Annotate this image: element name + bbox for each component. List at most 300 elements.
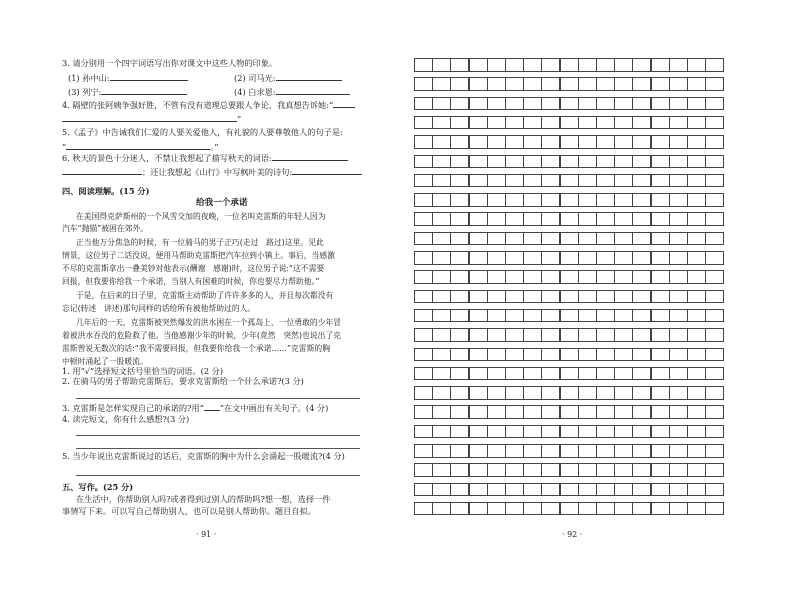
grid-cell[interactable] (614, 425, 633, 439)
grid-cell[interactable] (632, 463, 651, 477)
grid-cell[interactable] (560, 270, 579, 284)
grid-cell[interactable] (469, 135, 488, 149)
grid-cell[interactable] (596, 155, 615, 169)
grid-cell[interactable] (432, 367, 451, 381)
grid-cell[interactable] (705, 444, 724, 458)
grid-cell[interactable] (450, 97, 469, 111)
grid-cell[interactable] (651, 483, 670, 497)
grid-cell[interactable] (469, 405, 488, 419)
grid-cell[interactable] (560, 328, 579, 342)
grid-cell[interactable] (560, 116, 579, 130)
grid-cell[interactable] (505, 193, 524, 207)
grid-cell[interactable] (560, 251, 579, 265)
grid-cell[interactable] (469, 212, 488, 226)
answer-blank[interactable] (333, 99, 355, 108)
answer-blank[interactable] (62, 166, 142, 175)
grid-cell[interactable] (687, 174, 706, 188)
grid-cell[interactable] (487, 348, 506, 362)
grid-cell[interactable] (560, 444, 579, 458)
grid-cell[interactable] (632, 328, 651, 342)
grid-cell[interactable] (632, 97, 651, 111)
grid-cell[interactable] (578, 58, 597, 72)
grid-cell[interactable] (632, 174, 651, 188)
grid-cell[interactable] (505, 97, 524, 111)
grid-cell[interactable] (469, 251, 488, 265)
grid-cell[interactable] (469, 348, 488, 362)
grid-cell[interactable] (432, 155, 451, 169)
grid-cell[interactable] (687, 58, 706, 72)
grid-cell[interactable] (414, 116, 433, 130)
grid-cell[interactable] (596, 193, 615, 207)
answer-line[interactable] (76, 398, 360, 399)
grid-cell[interactable] (505, 309, 524, 323)
grid-cell[interactable] (596, 483, 615, 497)
grid-cell[interactable] (523, 444, 542, 458)
grid-cell[interactable] (651, 425, 670, 439)
grid-cell[interactable] (523, 174, 542, 188)
grid-cell[interactable] (705, 232, 724, 246)
grid-cell[interactable] (687, 116, 706, 130)
grid-cell[interactable] (414, 290, 433, 304)
grid-cell[interactable] (687, 193, 706, 207)
grid-cell[interactable] (487, 270, 506, 284)
grid-cell[interactable] (687, 232, 706, 246)
grid-cell[interactable] (687, 309, 706, 323)
grid-cell[interactable] (523, 212, 542, 226)
grid-cell[interactable] (578, 135, 597, 149)
grid-cell[interactable] (450, 270, 469, 284)
grid-cell[interactable] (414, 502, 433, 516)
grid-cell[interactable] (505, 212, 524, 226)
grid-cell[interactable] (669, 463, 688, 477)
grid-cell[interactable] (560, 367, 579, 381)
grid-cell[interactable] (469, 58, 488, 72)
grid-cell[interactable] (705, 193, 724, 207)
grid-cell[interactable] (541, 212, 560, 226)
grid-cell[interactable] (560, 212, 579, 226)
grid-cell[interactable] (505, 232, 524, 246)
grid-cell[interactable] (596, 348, 615, 362)
grid-cell[interactable] (505, 502, 524, 516)
grid-cell[interactable] (705, 116, 724, 130)
grid-cell[interactable] (414, 425, 433, 439)
grid-cell[interactable] (687, 386, 706, 400)
grid-cell[interactable] (687, 483, 706, 497)
grid-cell[interactable] (505, 135, 524, 149)
grid-cell[interactable] (614, 155, 633, 169)
grid-cell[interactable] (469, 367, 488, 381)
grid-cell[interactable] (669, 309, 688, 323)
grid-cell[interactable] (523, 270, 542, 284)
grid-cell[interactable] (487, 405, 506, 419)
grid-cell[interactable] (578, 348, 597, 362)
grid-cell[interactable] (560, 502, 579, 516)
grid-cell[interactable] (596, 309, 615, 323)
grid-cell[interactable] (632, 251, 651, 265)
grid-cell[interactable] (632, 309, 651, 323)
grid-cell[interactable] (560, 405, 579, 419)
grid-cell[interactable] (614, 174, 633, 188)
grid-cell[interactable] (705, 290, 724, 304)
grid-cell[interactable] (469, 463, 488, 477)
grid-cell[interactable] (596, 232, 615, 246)
grid-cell[interactable] (705, 502, 724, 516)
grid-cell[interactable] (578, 463, 597, 477)
grid-cell[interactable] (541, 367, 560, 381)
grid-cell[interactable] (578, 116, 597, 130)
grid-cell[interactable] (541, 309, 560, 323)
grid-cell[interactable] (578, 270, 597, 284)
grid-cell[interactable] (505, 77, 524, 91)
grid-cell[interactable] (705, 348, 724, 362)
grid-cell[interactable] (487, 425, 506, 439)
grid-cell[interactable] (469, 193, 488, 207)
grid-cell[interactable] (560, 232, 579, 246)
grid-cell[interactable] (560, 290, 579, 304)
grid-cell[interactable] (487, 444, 506, 458)
grid-cell[interactable] (541, 232, 560, 246)
grid-cell[interactable] (669, 97, 688, 111)
grid-cell[interactable] (469, 155, 488, 169)
grid-cell[interactable] (560, 135, 579, 149)
grid-cell[interactable] (450, 405, 469, 419)
grid-cell[interactable] (705, 155, 724, 169)
grid-cell[interactable] (651, 212, 670, 226)
grid-cell[interactable] (560, 58, 579, 72)
grid-cell[interactable] (596, 270, 615, 284)
grid-cell[interactable] (450, 251, 469, 265)
grid-cell[interactable] (560, 77, 579, 91)
grid-cell[interactable] (414, 463, 433, 477)
grid-cell[interactable] (669, 116, 688, 130)
grid-cell[interactable] (632, 502, 651, 516)
grid-cell[interactable] (669, 58, 688, 72)
grid-cell[interactable] (560, 309, 579, 323)
grid-cell[interactable] (705, 135, 724, 149)
grid-cell[interactable] (632, 58, 651, 72)
grid-cell[interactable] (578, 386, 597, 400)
grid-cell[interactable] (505, 444, 524, 458)
grid-cell[interactable] (651, 405, 670, 419)
grid-cell[interactable] (450, 174, 469, 188)
grid-cell[interactable] (432, 483, 451, 497)
grid-cell[interactable] (687, 135, 706, 149)
grid-cell[interactable] (541, 116, 560, 130)
grid-cell[interactable] (487, 174, 506, 188)
grid-cell[interactable] (523, 328, 542, 342)
grid-cell[interactable] (705, 270, 724, 284)
grid-cell[interactable] (669, 328, 688, 342)
grid-cell[interactable] (705, 212, 724, 226)
grid-cell[interactable] (450, 290, 469, 304)
grid-cell[interactable] (578, 193, 597, 207)
grid-cell[interactable] (414, 193, 433, 207)
grid-cell[interactable] (432, 463, 451, 477)
grid-cell[interactable] (450, 77, 469, 91)
grid-cell[interactable] (523, 483, 542, 497)
grid-cell[interactable] (687, 463, 706, 477)
grid-cell[interactable] (414, 97, 433, 111)
grid-cell[interactable] (614, 270, 633, 284)
answer-blank[interactable] (276, 72, 342, 81)
grid-cell[interactable] (414, 405, 433, 419)
grid-cell[interactable] (578, 405, 597, 419)
grid-cell[interactable] (541, 444, 560, 458)
grid-cell[interactable] (614, 367, 633, 381)
grid-cell[interactable] (505, 483, 524, 497)
grid-cell[interactable] (560, 425, 579, 439)
grid-cell[interactable] (450, 58, 469, 72)
grid-cell[interactable] (632, 135, 651, 149)
grid-cell[interactable] (541, 290, 560, 304)
grid-cell[interactable] (614, 444, 633, 458)
grid-cell[interactable] (578, 425, 597, 439)
grid-cell[interactable] (432, 386, 451, 400)
grid-cell[interactable] (687, 425, 706, 439)
grid-cell[interactable] (578, 483, 597, 497)
grid-cell[interactable] (669, 193, 688, 207)
grid-cell[interactable] (596, 444, 615, 458)
grid-cell[interactable] (578, 444, 597, 458)
grid-cell[interactable] (651, 77, 670, 91)
grid-cell[interactable] (614, 116, 633, 130)
grid-cell[interactable] (487, 212, 506, 226)
grid-cell[interactable] (687, 77, 706, 91)
grid-cell[interactable] (523, 463, 542, 477)
grid-cell[interactable] (487, 502, 506, 516)
grid-cell[interactable] (469, 425, 488, 439)
grid-cell[interactable] (614, 77, 633, 91)
grid-cell[interactable] (487, 328, 506, 342)
grid-cell[interactable] (632, 483, 651, 497)
grid-cell[interactable] (651, 502, 670, 516)
grid-cell[interactable] (669, 212, 688, 226)
grid-cell[interactable] (541, 77, 560, 91)
grid-cell[interactable] (450, 348, 469, 362)
grid-cell[interactable] (450, 309, 469, 323)
grid-cell[interactable] (578, 309, 597, 323)
grid-cell[interactable] (651, 193, 670, 207)
grid-cell[interactable] (414, 483, 433, 497)
grid-cell[interactable] (450, 193, 469, 207)
grid-cell[interactable] (651, 367, 670, 381)
grid-cell[interactable] (469, 97, 488, 111)
grid-cell[interactable] (414, 270, 433, 284)
grid-cell[interactable] (632, 290, 651, 304)
grid-cell[interactable] (687, 251, 706, 265)
grid-cell[interactable] (469, 328, 488, 342)
grid-cell[interactable] (523, 155, 542, 169)
grid-cell[interactable] (487, 232, 506, 246)
grid-cell[interactable] (596, 425, 615, 439)
grid-cell[interactable] (687, 444, 706, 458)
grid-cell[interactable] (505, 116, 524, 130)
grid-cell[interactable] (523, 290, 542, 304)
grid-cell[interactable] (669, 502, 688, 516)
grid-cell[interactable] (578, 290, 597, 304)
answer-blank[interactable] (101, 86, 187, 95)
grid-cell[interactable] (596, 212, 615, 226)
grid-cell[interactable] (632, 212, 651, 226)
grid-cell[interactable] (487, 58, 506, 72)
grid-cell[interactable] (651, 328, 670, 342)
grid-cell[interactable] (669, 290, 688, 304)
grid-cell[interactable] (523, 405, 542, 419)
grid-cell[interactable] (651, 155, 670, 169)
grid-cell[interactable] (669, 135, 688, 149)
grid-cell[interactable] (669, 270, 688, 284)
grid-cell[interactable] (705, 463, 724, 477)
grid-cell[interactable] (487, 367, 506, 381)
grid-cell[interactable] (541, 502, 560, 516)
grid-cell[interactable] (505, 348, 524, 362)
grid-cell[interactable] (651, 444, 670, 458)
grid-cell[interactable] (541, 405, 560, 419)
grid-cell[interactable] (705, 425, 724, 439)
grid-cell[interactable] (669, 155, 688, 169)
grid-cell[interactable] (432, 135, 451, 149)
grid-cell[interactable] (505, 328, 524, 342)
grid-cell[interactable] (632, 270, 651, 284)
grid-cell[interactable] (596, 502, 615, 516)
grid-cell[interactable] (687, 97, 706, 111)
grid-cell[interactable] (487, 309, 506, 323)
grid-cell[interactable] (523, 97, 542, 111)
grid-cell[interactable] (705, 97, 724, 111)
grid-cell[interactable] (523, 77, 542, 91)
grid-cell[interactable] (687, 270, 706, 284)
grid-cell[interactable] (614, 348, 633, 362)
grid-cell[interactable] (651, 58, 670, 72)
grid-cell[interactable] (560, 463, 579, 477)
grid-cell[interactable] (469, 290, 488, 304)
grid-cell[interactable] (687, 348, 706, 362)
grid-cell[interactable] (487, 155, 506, 169)
grid-cell[interactable] (432, 251, 451, 265)
grid-cell[interactable] (414, 77, 433, 91)
grid-cell[interactable] (614, 232, 633, 246)
grid-cell[interactable] (669, 348, 688, 362)
grid-cell[interactable] (432, 502, 451, 516)
grid-cell[interactable] (614, 135, 633, 149)
grid-cell[interactable] (450, 328, 469, 342)
grid-cell[interactable] (669, 425, 688, 439)
grid-cell[interactable] (705, 328, 724, 342)
grid-cell[interactable] (596, 386, 615, 400)
grid-cell[interactable] (469, 483, 488, 497)
grid-cell[interactable] (414, 155, 433, 169)
grid-cell[interactable] (505, 463, 524, 477)
grid-cell[interactable] (414, 444, 433, 458)
grid-cell[interactable] (432, 193, 451, 207)
grid-cell[interactable] (523, 425, 542, 439)
grid-cell[interactable] (632, 425, 651, 439)
grid-cell[interactable] (705, 405, 724, 419)
grid-cell[interactable] (560, 483, 579, 497)
grid-cell[interactable] (560, 174, 579, 188)
grid-cell[interactable] (505, 270, 524, 284)
grid-cell[interactable] (651, 463, 670, 477)
grid-cell[interactable] (450, 444, 469, 458)
grid-cell[interactable] (505, 425, 524, 439)
grid-cell[interactable] (414, 309, 433, 323)
grid-cell[interactable] (705, 251, 724, 265)
grid-cell[interactable] (523, 58, 542, 72)
grid-cell[interactable] (505, 386, 524, 400)
grid-cell[interactable] (632, 367, 651, 381)
grid-cell[interactable] (414, 367, 433, 381)
grid-cell[interactable] (523, 348, 542, 362)
grid-cell[interactable] (487, 483, 506, 497)
grid-cell[interactable] (487, 135, 506, 149)
grid-cell[interactable] (651, 386, 670, 400)
answer-blank[interactable] (204, 402, 220, 411)
grid-cell[interactable] (432, 348, 451, 362)
grid-cell[interactable] (450, 135, 469, 149)
grid-cell[interactable] (632, 193, 651, 207)
grid-cell[interactable] (414, 174, 433, 188)
grid-cell[interactable] (632, 386, 651, 400)
grid-cell[interactable] (651, 232, 670, 246)
grid-cell[interactable] (487, 290, 506, 304)
grid-cell[interactable] (578, 328, 597, 342)
grid-cell[interactable] (705, 386, 724, 400)
grid-cell[interactable] (541, 174, 560, 188)
grid-cell[interactable] (487, 193, 506, 207)
grid-cell[interactable] (578, 502, 597, 516)
grid-cell[interactable] (560, 348, 579, 362)
grid-cell[interactable] (432, 425, 451, 439)
grid-cell[interactable] (596, 116, 615, 130)
answer-blank[interactable] (110, 72, 188, 81)
grid-cell[interactable] (414, 212, 433, 226)
grid-cell[interactable] (669, 77, 688, 91)
answer-blank[interactable] (66, 141, 210, 150)
grid-cell[interactable] (614, 309, 633, 323)
grid-cell[interactable] (596, 367, 615, 381)
grid-cell[interactable] (432, 212, 451, 226)
grid-cell[interactable] (705, 77, 724, 91)
grid-cell[interactable] (432, 290, 451, 304)
grid-cell[interactable] (487, 97, 506, 111)
grid-cell[interactable] (505, 405, 524, 419)
grid-cell[interactable] (578, 77, 597, 91)
grid-cell[interactable] (669, 405, 688, 419)
grid-cell[interactable] (432, 270, 451, 284)
grid-cell[interactable] (651, 309, 670, 323)
grid-cell[interactable] (614, 193, 633, 207)
grid-cell[interactable] (469, 502, 488, 516)
grid-cell[interactable] (651, 174, 670, 188)
grid-cell[interactable] (450, 502, 469, 516)
grid-cell[interactable] (614, 386, 633, 400)
grid-cell[interactable] (614, 405, 633, 419)
grid-cell[interactable] (541, 328, 560, 342)
grid-cell[interactable] (414, 386, 433, 400)
grid-cell[interactable] (541, 270, 560, 284)
grid-cell[interactable] (669, 232, 688, 246)
grid-cell[interactable] (651, 135, 670, 149)
grid-cell[interactable] (432, 405, 451, 419)
grid-cell[interactable] (450, 463, 469, 477)
grid-cell[interactable] (614, 58, 633, 72)
answer-line[interactable] (76, 475, 360, 476)
grid-cell[interactable] (505, 58, 524, 72)
grid-cell[interactable] (614, 463, 633, 477)
grid-cell[interactable] (469, 386, 488, 400)
grid-cell[interactable] (450, 425, 469, 439)
grid-cell[interactable] (651, 348, 670, 362)
